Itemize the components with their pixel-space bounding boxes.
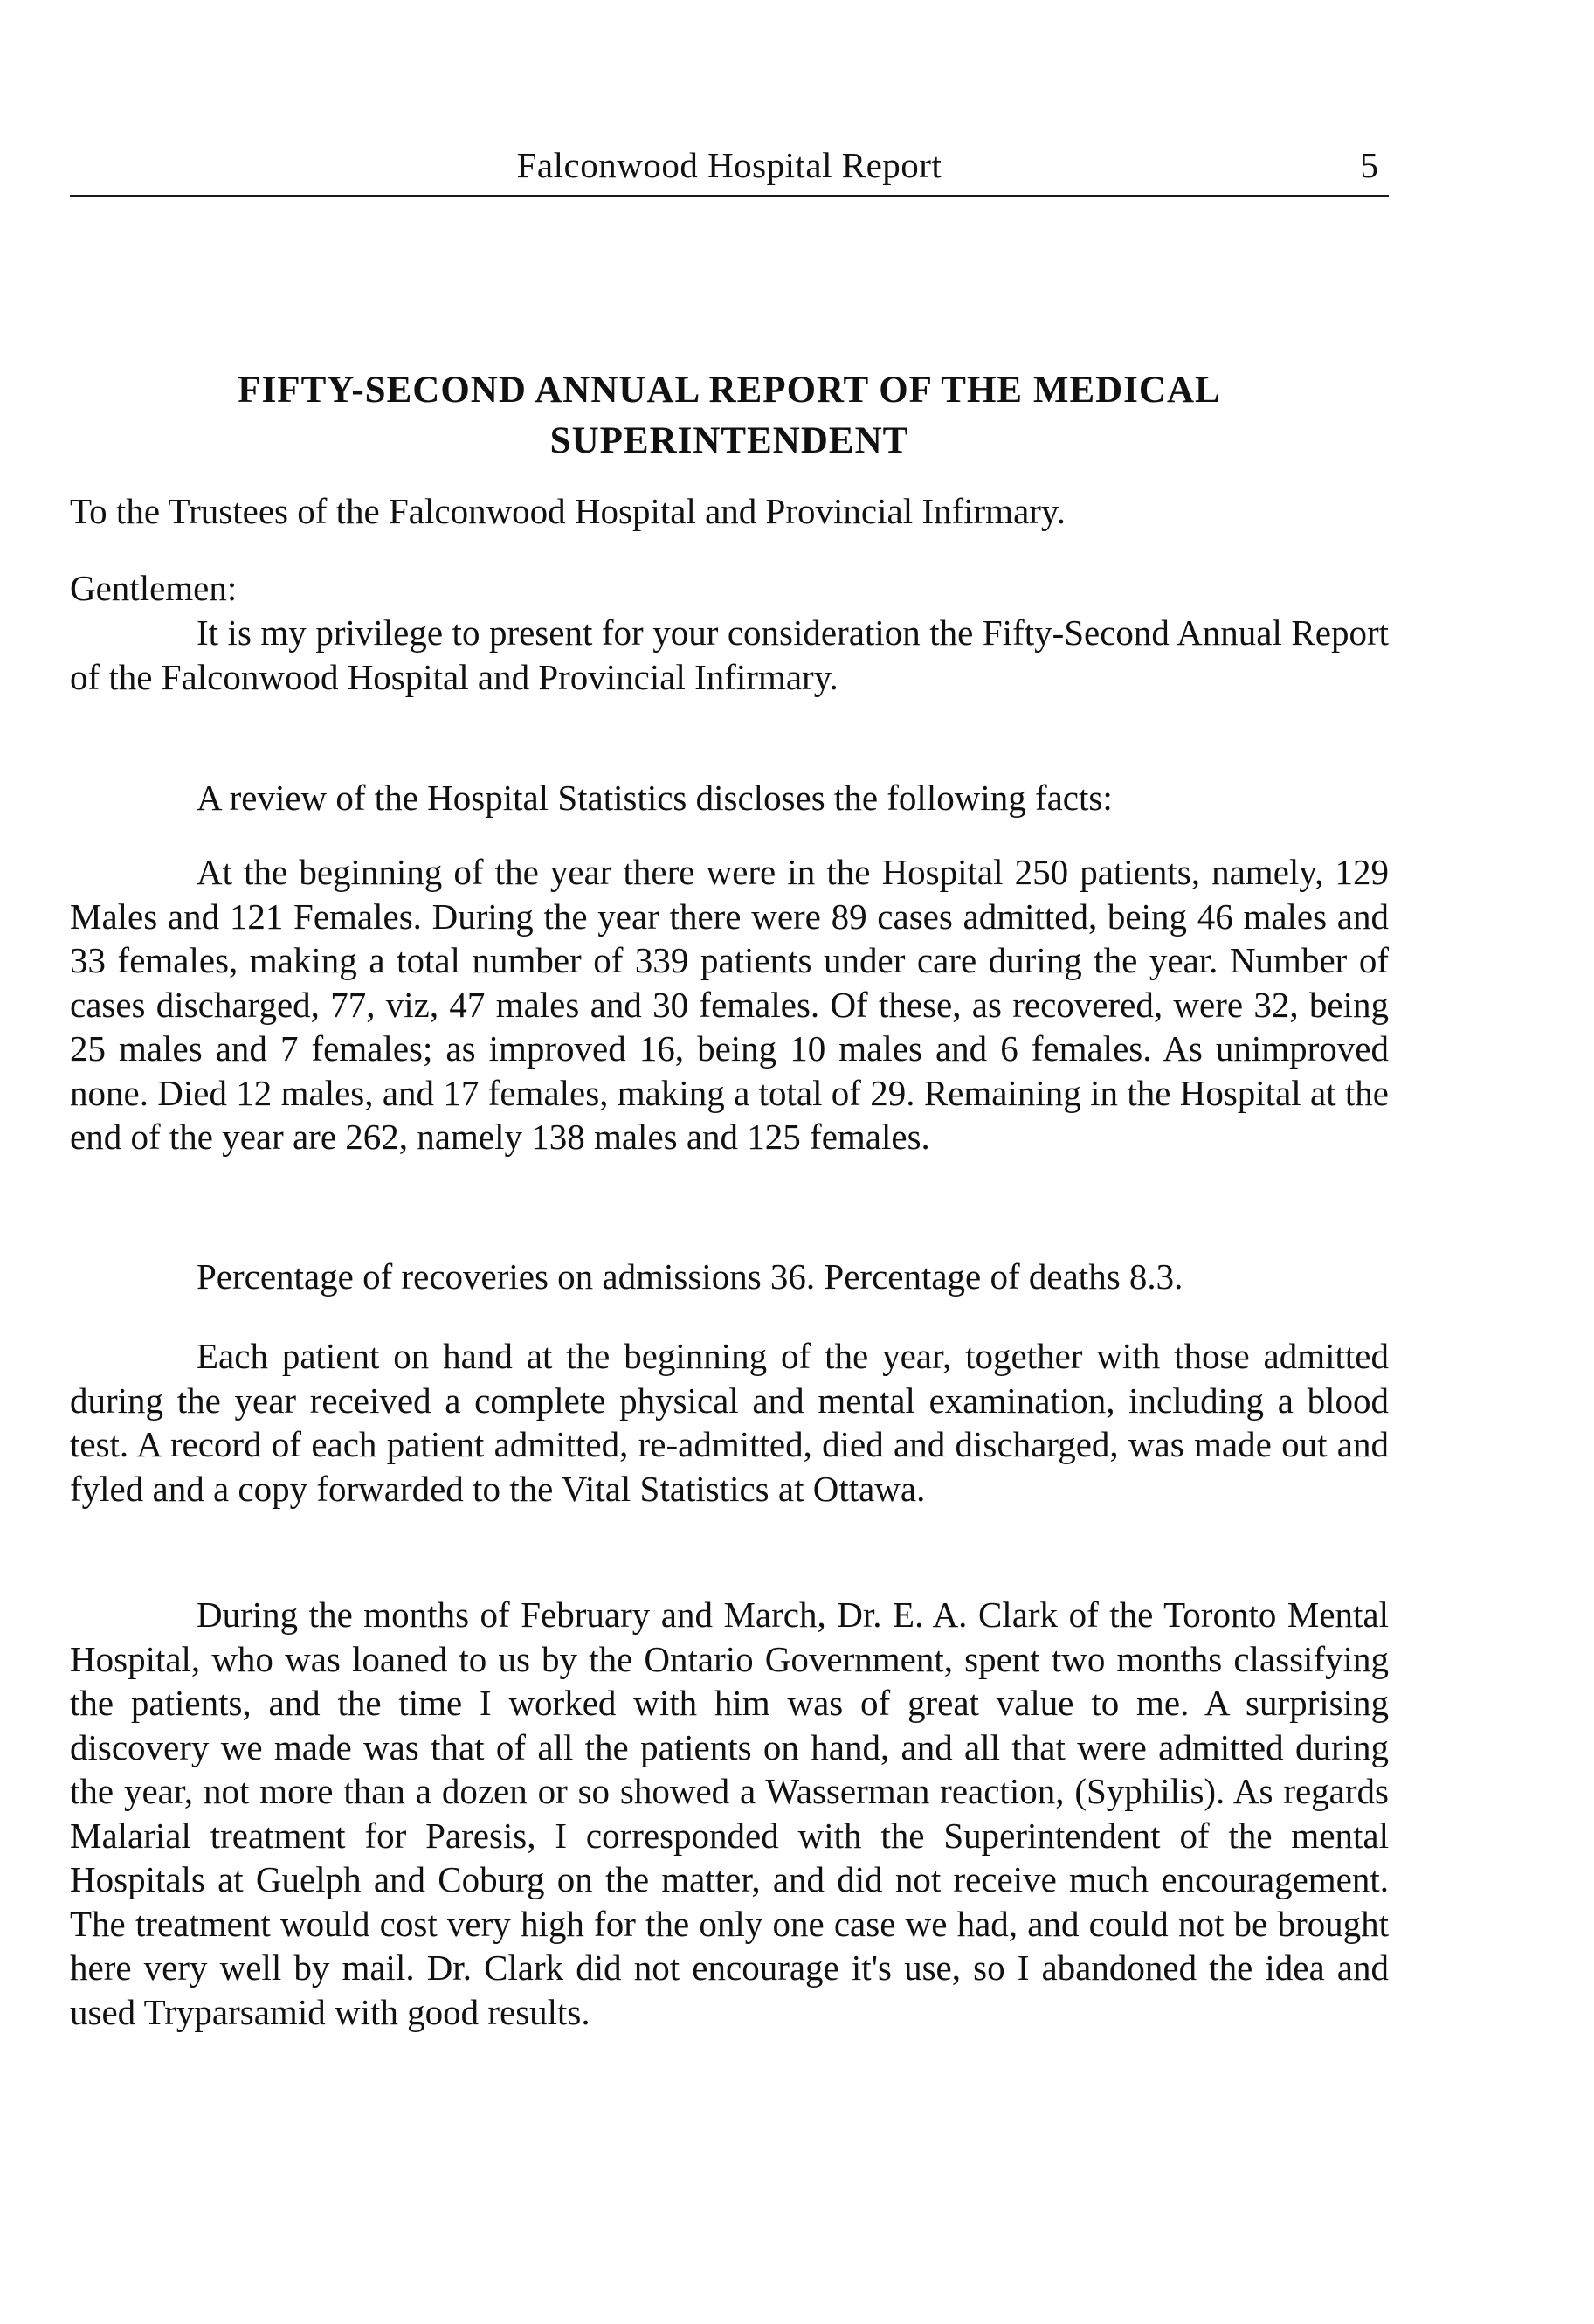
paragraph-percentages: Percentage of recoveries on admissions 36. Percentage of deaths 8.3. (197, 1256, 1183, 1297)
paragraph-statistics-intro: A review of the Hospital Statistics discloses the following facts: (197, 778, 1113, 818)
running-header-title: Falconwood Hospital Report (516, 145, 942, 185)
paragraph-patient-statistics: At the beginning of the year there were in the Hospital 250 patients, namely, 129 Males and 121 Females. During the year there were 89 cases admitted, being 46 males and 33 females, making a total number of 339 patients under care during the year. Number of cases discharged, 77, viz, 47 males and 30 females. Of these, as recovered, were 32, being 25 males and 7 females; as improved 16, being 10 males and 6 females. As unimproved none. Died 12 males, and 17 females, making a total of 29. Remaining in the Hospital at the end of the year are 262, namely 138 males and 125 females. (70, 852, 1389, 1157)
report-title-line-1: FIFTY-SECOND ANNUAL REPORT OF THE MEDICAL (238, 370, 1221, 411)
paragraph-classification: During the months of February and March, Dr. E. A. Clark of the Toronto Mental Hospital, who was loaned to us by the Ontario Government, spent two months classifying the patients, and the time I worked with him was of great value to me. A surprising discovery we made was that of all the patients on hand, and all that were admitted during the year, not more than a dozen or so showed a Wasserman reaction, (Syphilis). As regards Malarial treatment for Paresis, I corresponded with the Superintendent of the mental Hospitals at Guelph and Coburg on the matter, and did not receive much encouragement. The treatment would cost very high for the only one case we had, and could not be brought here very well by mail. Dr. Clark did not encourage it's use, so I abandoned the idea and used Tryparsamid with good results. (70, 1594, 1389, 2032)
paragraph-introduction: It is my privilege to present for your consideration the Fifty-Second Annual Report of the Falconwood Hospital and Provincial Infirmary. (70, 612, 1389, 697)
report-title-line-2: SUPERINTENDENT (549, 420, 909, 461)
report-title (70, 365, 1389, 467)
addressee-line: To the Trustees of the Falconwood Hospital and Provincial Infirmary. (70, 491, 1066, 531)
running-header (70, 142, 1389, 197)
paragraph-examinations: Each patient on hand at the beginning of the year, together with those admitted during the year received a complete physical and mental examination, including a blood test. A record of each patient admitted, re-admitted, died and discharged, was made out and fyled and a copy forwarded to the Vital Statistics at Ottawa. (70, 1336, 1389, 1509)
salutation: Gentlemen: (70, 568, 238, 608)
page-number: 5 (1360, 145, 1378, 185)
